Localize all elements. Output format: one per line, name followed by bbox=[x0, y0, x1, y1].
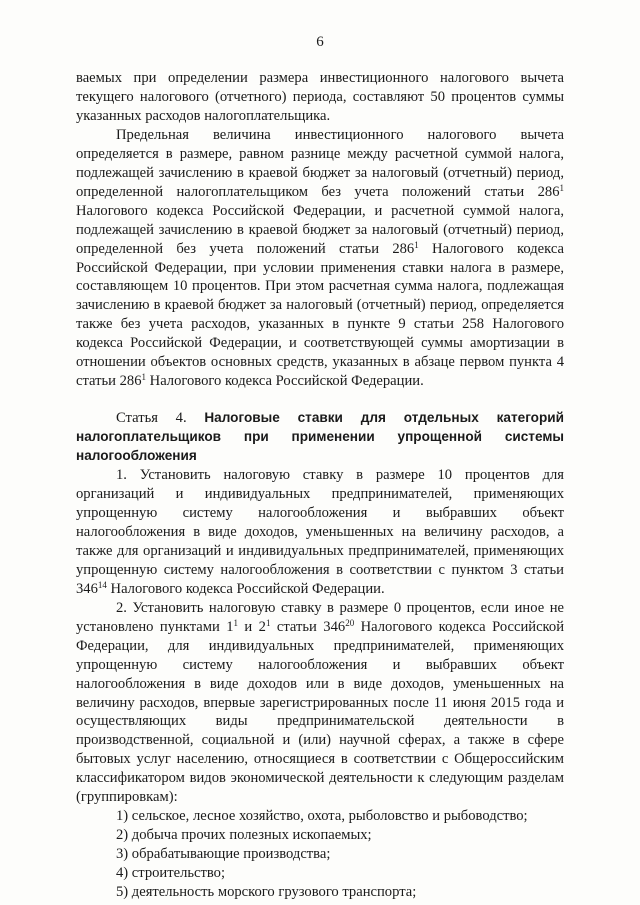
page-number: 6 bbox=[316, 34, 324, 50]
superscript: 1 bbox=[414, 239, 419, 250]
list-item: 2) добыча прочих полезных ископаемых; bbox=[116, 827, 372, 844]
paragraph-text: Налогового кодекса Российской Федерации, и расчетной суммой налога, подлежащей зачислению в краевой бюджет за налоговый (отчетный) период, определенной без учета положений статьи 286 bbox=[76, 202, 564, 257]
clause-1 bbox=[76, 466, 564, 599]
paragraph-deduction-limit bbox=[76, 126, 564, 391]
clause-text: статьи 346 bbox=[270, 618, 346, 635]
clause-text: 2. Установить налоговую ставку в размере 0 процентов, если иное не установлено пунктами 1 bbox=[76, 599, 564, 635]
superscript: 1 bbox=[559, 182, 564, 193]
article-title: Налоговые ставки для отдельных категорий налогоплательщиков при применении упрощенной системы налогообложения bbox=[76, 410, 565, 464]
clause-text: 1. Установить налоговую ставку в размере 10 процентов для организаций и индивидуальных предпринимателей, применяющих упрощенную систему налогообложения и выбравших объект налогообложения в виде доходов, уменьшенных на величину расходов, а также для организаций и индивидуальных предпринимателей, применяющих упрощенную систему налогообложения в соответствии с пунктом 3 статьи 346 bbox=[76, 467, 564, 597]
paragraph-text: Предельная величина инвестиционного налогового вычета определяется в размере, равном разнице между расчетной суммой налога, подлежащей зачислению в краевой бюджет за налоговый (отчетный) период, определенной налогоплательщиком без учета положений статьи 286 bbox=[76, 126, 564, 200]
list-item: 4) строительство; bbox=[116, 865, 226, 882]
superscript: 20 bbox=[345, 617, 355, 628]
clause-text: Налогового кодекса Российской Федерации, для индивидуальных предпринимателей, применяющих упрощенную систему налогообложения и выбравших объект налогообложения в виде доходов или в виде доходов, уменьшенных на величину расходов, впервые зарегистрированных после 11 июня 2015 года и осуществляющих виды предпринимательской деятельности в производственной, социальной и (или) научной сферах, а также в сфере бытовых услуг населению, относящиеся в соответствии с Общероссийским классификатором видов экономической деятельности к следующим разделам (группировкам): bbox=[76, 618, 565, 806]
clause-text: Налогового кодекса Российской Федерации. bbox=[106, 580, 385, 597]
superscript: 1 bbox=[233, 617, 239, 628]
paragraph-text: Налогового кодекса Российской Федерации, при условии применения ставки налога в размере, составляющем 10 процентов. При этом расчетная сумма налога, подлежащая зачислению в краевой бюджет за налоговый (отчетный) период, определяется также без учета расходов, указанных в пункте 9 статьи 258 Налогового кодекса Российской Федерации, и соответствующей суммы амортизации в отношении объектов основных средств, указанных в абзаце первом пункта 4 статьи 286 bbox=[76, 240, 564, 390]
superscript: 1 bbox=[265, 617, 271, 628]
superscript: 14 bbox=[97, 579, 107, 590]
clause-2 bbox=[76, 599, 564, 807]
superscript: 1 bbox=[141, 372, 147, 383]
paragraph-gap bbox=[76, 391, 564, 409]
paragraph-text: ваемых при определении размера инвестиционного налогового вычета текущего налогового (отчетного) периода, составляют 50 процентов суммы указанных расходов налогоплательщика. bbox=[76, 70, 564, 124]
list-item: 3) обрабатывающие производства; bbox=[116, 846, 331, 863]
list-item: 1) сельское, лесное хозяйство, охота, рыболовство и рыбоводство; bbox=[116, 808, 528, 825]
paragraph-text: Налогового кодекса Российской Федерации. bbox=[146, 373, 424, 390]
document-body bbox=[76, 69, 564, 902]
list-item: 5) деятельность морского грузового транспорта; bbox=[116, 884, 417, 901]
clause-text: и 2 bbox=[238, 618, 266, 635]
article-prefix: Статья 4. bbox=[116, 410, 187, 427]
paragraph-continuation bbox=[76, 69, 564, 126]
article-heading bbox=[76, 409, 564, 466]
